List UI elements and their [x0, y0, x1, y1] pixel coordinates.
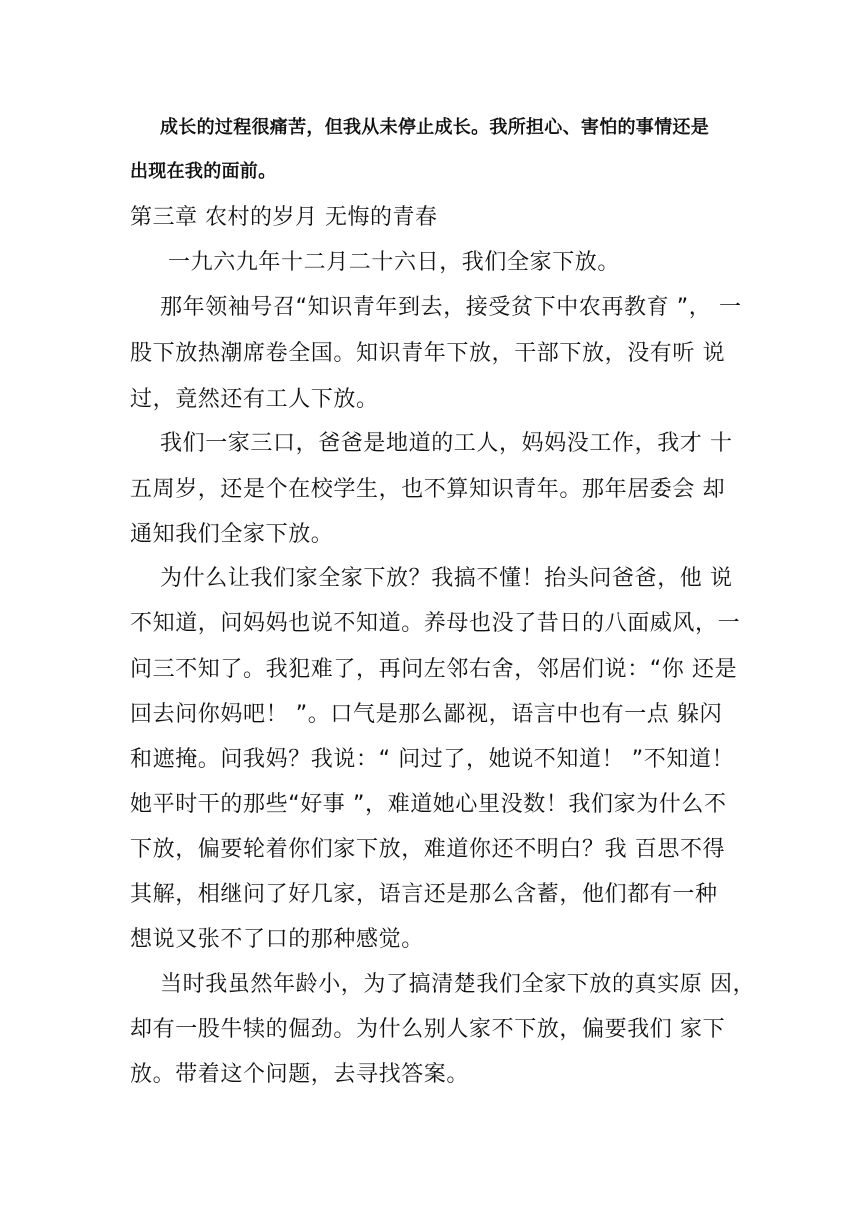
- paragraph-line: 一九六九年十二月二十六日，我们全家下放。: [168, 250, 621, 275]
- paragraph-line: 想说又张不了口的那种感觉。: [130, 927, 424, 952]
- paragraph-line: 放。带着这个问题，去寻找答案。: [130, 1062, 470, 1087]
- paragraph-line: 其解，相继问了好几家，语言还是那么含蓄，他们都有一种: [130, 882, 718, 907]
- paragraph-line: 过，竟然还有工人下放。: [130, 387, 379, 412]
- intro-line-1: 成长的过程很痛苦，但我从未停止成长。我所担心、害怕的事情还是: [160, 117, 709, 138]
- chapter-title: 第三章 农村的岁月 无悔的青春: [130, 205, 438, 230]
- paragraph-line: 下放，偏要轮着你们家下放，难道你还不明白？我 百思不得: [130, 837, 726, 862]
- paragraph-line: 股下放热潮席卷全国。知识青年下放，干部下放，没有听 说: [130, 341, 726, 366]
- paragraph-line: 我们一家三口，爸爸是地道的工人，妈妈没工作，我才 十: [160, 431, 733, 456]
- paragraph-line: 和遮掩。问我妈？我说：“ 问过了，她说不知道！ ”不知道！: [130, 747, 735, 772]
- paragraph-line: 那年领袖号召“知识青年到去，接受贫下中农再教育 ”， 一: [160, 295, 742, 320]
- paragraph-line: 却有一股牛犊的倔劲。为什么别人家不下放，偏要我们 家下: [130, 1017, 726, 1042]
- paragraph-line: 回去问你妈吧！ ”。口气是那么鄙视，语言中也有一点 躲闪: [130, 702, 723, 727]
- intro-line-2: 出现在我的面前。: [130, 161, 277, 182]
- paragraph-line: 问三不知了。我犯难了，再问左邻右舍，邻居们说：“你 还是: [130, 657, 738, 682]
- paragraph-line: 五周岁，还是个在校学生，也不算知识青年。那年居委会 却: [130, 477, 726, 502]
- paragraph-line: 她平时干的那些“好事 ”，难道她心里没数！我们家为什么不: [130, 792, 727, 817]
- paragraph-line: 不知道，问妈妈也说不知道。养母也没了昔日的八面威风，一: [130, 611, 741, 636]
- paragraph-line: 为什么让我们家全家下放？我搞不懂！抬头问爸爸，他 说: [160, 566, 733, 591]
- paragraph-line: 通知我们全家下放。: [130, 522, 334, 547]
- paragraph-line: 当时我虽然年龄小，为了搞清楚我们全家下放的真实原 因，: [160, 972, 756, 997]
